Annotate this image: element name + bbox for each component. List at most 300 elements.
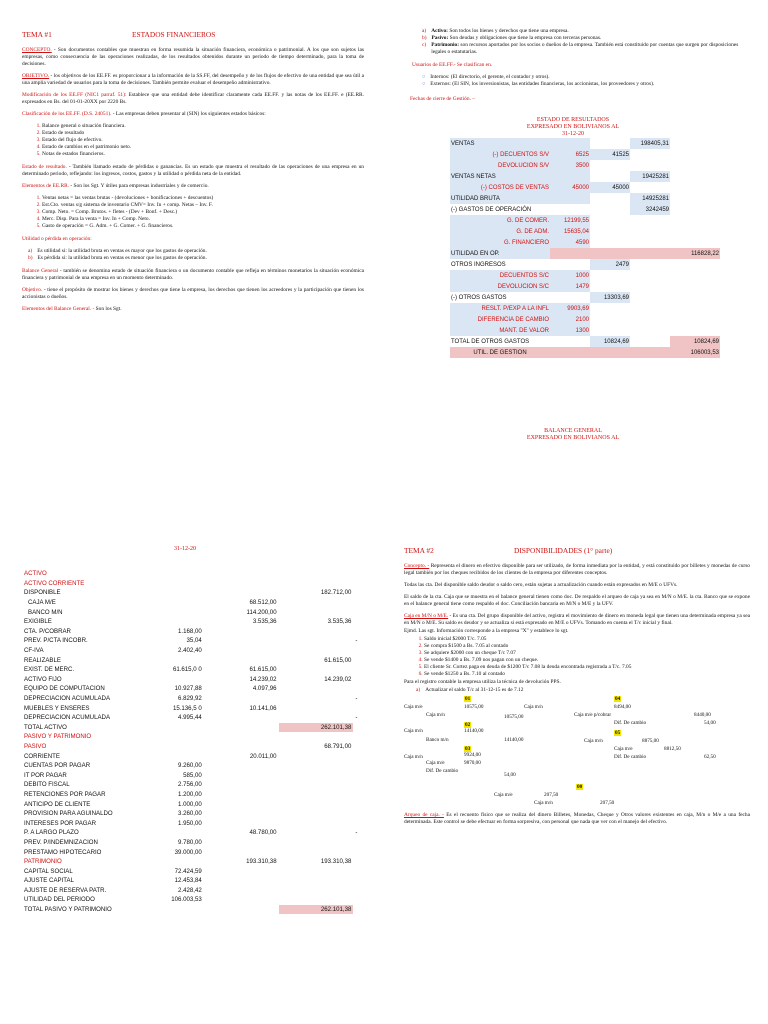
table-row [22,895,362,905]
cell-value [550,292,590,303]
balance-table [22,569,362,914]
clasificacion-paragraph [22,111,364,118]
balance-date: 31-12-20 [174,546,196,552]
concepto-label: CONCEPTO. [22,47,52,53]
cell-value [140,655,204,665]
minus-marker [353,703,362,713]
account-label: Dif. De cambio [426,768,459,774]
cell-value [279,684,354,694]
cell-value [279,598,354,608]
page-title-row [404,546,750,555]
row-label: PREV. P/CTA INCOBR. [24,637,88,645]
cell-value [204,732,279,742]
balance-label: Balance General [22,268,59,274]
list-item-text: Es utilidad si: la utilidad bruta en ventas es mayor que los gastos de operación. [37,248,207,254]
cell-value: 15635,04 [550,226,590,237]
cell-value: 106003,53 [670,347,720,358]
row-label: DISPONIBLE [24,589,61,597]
cell-value [550,138,590,149]
cell-value [590,171,630,182]
cell-value [590,347,630,358]
cell-value: 3500 [550,160,590,171]
row-label: PASIVO [24,742,47,750]
cell-value: 10824,69 [670,336,720,347]
cell-value: 72.424,59 [174,867,202,875]
list-item [422,28,746,35]
minus-marker: - [355,637,358,645]
minus-marker [353,761,362,771]
minus-marker [353,646,362,656]
table-row [450,270,720,281]
row-label: (-) OTROS GASTOS [451,294,507,301]
cell-value [204,770,279,780]
cell-value: 3.535,36 [327,618,352,626]
caja-label: Caja en M/N o M/E. [404,613,449,619]
caja-text: - Es una cta. Del grupo disponible del activo, registra el movimiento de dinero en moneda legal que tienen una determinada empresa ya sea en M/N o M/E. Su saldo es deudor y se actualiza si está expresado en M/E o UFVs. Tomando en cuenta el T/c inicial y final. [404,613,750,626]
item-text: Son deudas y obligaciones que tiene la empresa con terceras personas. [448,35,602,41]
minus-marker [353,607,362,617]
cell-value [140,607,204,617]
list-item [422,35,746,42]
cell-value: 12199,55 [550,215,590,226]
cell-value [550,193,590,204]
list-item: a) Actualizar el saldo T/c al 31-12-15 es de 7.12 [416,687,524,693]
cell-value: 39.000,00 [174,848,202,856]
elementos-label: Elementos de EE.RR. [22,183,70,189]
entry-number: 00 [577,784,583,790]
cell-value: 14.239,02 [324,675,352,683]
cell-value [279,799,354,809]
balance-title: BALANCE GENERAL [544,428,602,434]
cell-value: 61.615,00 [324,656,352,664]
row-label: UTILIDAD BRUTA [450,193,550,204]
cell-value: 262.101,38 [279,723,354,733]
cell-value [670,259,720,270]
ejemplo-text: Ejmd. Las sgt. Información corresponde a la empresa "X" y establece lo sgt. [404,628,569,634]
cell-value [670,160,720,171]
list-marker: b) [422,35,427,41]
table-row [22,790,362,800]
table-row [22,761,362,771]
row-label: (-) DECUENTOS S/V [450,149,550,160]
arqueo-label: Arqueo de caja. - [404,812,444,818]
row-label: CORRIENTE [24,752,60,760]
cell-value [630,281,670,292]
list-item: 3. Estado del flujo de efectivo. [42,137,364,144]
minus-marker [353,723,362,733]
cell-value: 2.402,40 [178,647,202,655]
row-label: CF-IVA [24,647,44,655]
list-item: 3. Comp. Neto. = Comp. Brutos. + fletes - (Dev + Bonf. + Desc.) [42,209,364,216]
cell-value [630,314,670,325]
cell-value: 2.428,42 [178,886,202,894]
minus-marker [353,770,362,780]
cell-value [630,248,670,259]
cell-value: 182.712,00 [320,589,352,597]
fechas-heading: Fechas de cierre de Gestión. – [410,96,475,102]
cell-value: 41525 [590,149,630,160]
table-row [22,694,362,704]
account-label: Caja m/n [534,800,553,806]
cell-value [590,204,630,215]
cell-value [630,237,670,248]
item-label: Pasivo: [431,35,449,41]
concepto-text: Representa el dinero en efectivo disponible para ser utilizado, de forma inmediata por la entidad, y está constituido por billetes y monedas de curso legal también por los cheques recibidos de los clientes de la empresa por diferentes conceptos. [404,563,750,576]
cell-value: 68.512,00 [249,599,277,607]
amount: 8875,00 [642,738,659,744]
minus-marker: - [355,695,358,703]
row-label: DIFERENCIA DE CAMBIO [450,314,550,325]
amount: 9870,00 [464,760,481,766]
minus-marker [353,857,362,867]
row-label: CUENTAS POR PAGAR [24,762,91,770]
list-item: 3. Se adquiere $2000 con un cheque T/c 7.07 [424,650,750,657]
table-row [22,905,362,915]
clasificacion-label: Clasificación de los EE.FF. (D.S. 24051). [22,111,112,117]
cell-value [204,905,279,915]
amount: 14140,00 [504,737,524,743]
cell-value [670,215,720,226]
entry-number: 05 [615,730,621,736]
row-label: DEVOLUCION S/V [450,160,550,171]
cell-value [630,215,670,226]
list-item: 5. Notas de estados financieros. [42,151,364,158]
cell-value [279,838,354,848]
account-label: Caja m/n [404,754,423,760]
concepto-paragraph [22,47,364,68]
cell-value: 20.011,00 [249,752,277,760]
table-row [22,886,362,896]
cell-value [204,876,279,886]
resultado-paragraph [22,164,364,178]
cell-value: 13303,69 [590,292,630,303]
resultado-label: Estado de resultado. [22,164,67,170]
row-label: DECUENTOS S/C [450,270,550,281]
table-row [450,281,720,292]
cell-value: 14925281 [630,193,670,204]
minus-marker [353,627,362,637]
row-label: TOTAL DE OTROS GASTOS [451,338,530,345]
concepto-label: Concepto. - [404,563,430,569]
cell-value [670,204,720,215]
list-item [422,42,746,56]
amount: 54,00 [704,720,716,726]
list-item: 2. Se compra $1500 a Bs. 7.05 al contado [424,643,750,650]
cell-value [279,770,354,780]
clasificacion-text: - Las empresas deben presentar al (SIN) los siguientes estados básicos: [111,111,266,117]
minus-marker [353,665,362,675]
row-label: VENTAS NETAS [450,171,550,182]
row-label: MANT. DE VALOR [450,325,550,336]
cell-value [550,259,590,270]
cell-value [204,569,279,579]
elementos-bg-text: Son los Sgt. [94,306,122,312]
cell-value [670,303,720,314]
table-row [450,237,720,248]
cell-value [279,761,354,771]
cell-value: 12.453,84 [174,877,202,885]
cell-value: 6525 [550,149,590,160]
row-label: RESLT. P/EXP A LA INFL [450,303,550,314]
row-label: PROVISION PARA AGUINALDO [24,810,113,818]
entry-number: 04 [615,696,621,702]
row-label: EQUIPO DE COMPUTACION [24,685,105,693]
table-row [22,579,362,589]
cell-value: 1000 [550,270,590,281]
objetivo-paragraph [22,73,364,87]
cell-value [550,347,590,358]
table-row [22,751,362,761]
row-label: ACTIVO CORRIENTE [24,579,85,587]
paragraph: Todas las cta. Del disponible saldo deudor o saldo cero, están sujetas a actualización cuando están expresados en M/E o UFVs. [404,582,678,588]
item-text: Son todos los bienes y derechos que tiene una empresa. [447,28,569,34]
table-row [22,617,362,627]
cell-value [590,160,630,171]
cell-value [279,579,354,589]
row-label: G. DE ADM. [450,226,550,237]
cell-value: 4.995,44 [178,714,202,722]
row-label: MUEBLES Y ENSERES [24,704,90,712]
cell-value [630,303,670,314]
cell-value [140,742,204,752]
page-estados-financieros [0,0,384,512]
minus-marker [353,579,362,589]
objetivo-bg-text: - tiene el propósito de mostrar los bienes y derechos que tiene la empresa, los derechos que tienen los acreedores y la participación que tienen los accionistas o dueños. [22,287,364,300]
cell-value [590,237,630,248]
amount: 207,50 [544,792,559,798]
row-label: DEVOLUCION S/C [450,281,550,292]
row-label: DEBITO FISCAL [24,781,70,789]
cell-value: 9903,69 [550,303,590,314]
list-item-text [431,28,569,35]
cell-value [630,292,670,303]
list-item: 5. El cliente Sr. Cortez paga en deuda de $1200 T/c 7.08 la deuda encontrada registrada a T/c. 7.05 [424,664,750,671]
elements-list [422,28,746,56]
row-label: PATRIMONIO [24,858,62,866]
row-label: OTROS INGRESOS [451,261,506,268]
elementos-list [42,195,364,230]
objetivo-bg-paragraph [22,287,364,301]
table-row [22,828,362,838]
minus-marker [353,905,362,915]
amount: 9924,00 [464,752,481,758]
minus-marker [353,569,362,579]
cell-value [140,579,204,589]
cell-value [279,847,354,857]
cell-value [279,627,354,637]
amount: 54,00 [504,772,516,778]
table-row [450,259,720,270]
cell-value [204,761,279,771]
cell-value: 4.097,96 [252,685,277,693]
table-row [22,742,362,752]
account-label: Caja m/e p/cobrar [574,712,612,718]
list-item-text [431,42,746,56]
balance-paragraph [22,268,364,282]
elementos-text: - Son los Sgt. Y útiles para empresas industriales y de comercio. [69,183,209,189]
item-label: Patrimonio: [431,42,460,48]
cell-value [630,259,670,270]
er-subtitle: EXPRESADO EN BOLIVIANOS AL [526,124,620,130]
cell-value [279,607,354,617]
cell-value [590,248,630,259]
cell-value [204,655,279,665]
item-label: Internos: [430,74,450,80]
cell-value [140,588,204,598]
table-row [450,149,720,160]
cell-value [279,886,354,896]
cell-value [279,694,354,704]
table-row [22,866,362,876]
table-row [450,204,720,215]
list-item: 1. Ventas netas = las ventas brutas - (devoluciones + bonificaciones + descuentos) [42,195,364,202]
arqueo-text: Es el recuento físico que se realiza del dinero Billetes, Monedas, Cheque y Otros valores existentes en caja, M/n o M/e a una fecha determinada. Este control se debe efectuar en forma sorpresiva, con personal que nada que ver con el manejo del efectivo. [404,812,750,825]
row-label: G. DE COMER. [450,215,550,226]
cell-value: 262.101,38 [279,905,354,915]
cell-value [279,713,354,723]
account-label: Caja m/n [404,728,423,734]
page-estado-resultados [384,0,768,512]
cell-value [550,204,590,215]
list-item: 1. Balance general o situación financiera. [42,123,364,130]
cell-value [279,636,354,646]
table-row [22,703,362,713]
minus-marker [353,655,362,665]
minus-marker [353,895,362,905]
table-row [22,876,362,886]
cell-value: 1.200,00 [178,790,202,798]
tema-label: TEMA #1 [22,30,52,39]
cell-value: 61.615,00 [249,666,277,674]
table-row [450,171,720,182]
tema-label: TEMA #2 [404,546,434,555]
cell-value: 193.310,38 [246,858,277,866]
minus-marker: - [355,829,358,837]
table-row [22,588,362,598]
list-item: a) Es utilidad si: la utilidad bruta en ventas es mayor que los gastos de operación. [28,248,207,254]
account-label: Caja m/e [404,704,423,710]
account-label: Caja m/e [614,746,633,752]
cell-value [670,237,720,248]
cell-value: 61.615,0 0 [172,666,202,674]
row-label: UTILIDAD DEL PERIODO [24,896,95,904]
account-label: Caja m/n [584,738,603,744]
cell-value [204,694,279,704]
table-row [450,292,720,303]
modificacion-paragraph [22,92,364,106]
table-row [22,723,362,733]
cell-value: 2479 [590,259,630,270]
cell-value [670,193,720,204]
para-text: Para el registro contable la empresa utiliza la técnica de devolución PPS. [404,679,561,685]
utilidad-heading: Utilidad o pérdida en operación: [22,236,92,242]
cell-value [279,665,354,675]
row-label: PASIVO Y PATRIMONIO [24,733,92,741]
table-row [450,182,720,193]
list-item-text [430,74,549,81]
row-label: CAPITAL SOCIAL [24,867,73,875]
cell-value [550,171,590,182]
list-item: 2. Estado de resultado [42,130,364,137]
row-label: CTA. P/COBRAR [24,627,71,635]
row-label: TOTAL PASIVO Y PATRIMONIO [24,906,112,914]
row-label: CAJA M/E [28,599,56,607]
minus-marker [353,886,362,896]
table-row [22,665,362,675]
entry-number: 03 [465,746,471,752]
amount: 62,50 [704,754,716,760]
cell-value [670,314,720,325]
cell-value [550,248,590,259]
row-label: (-) GASTOS DE OPERACIÓN [451,206,532,213]
cell-value: 3242459 [630,204,670,215]
minus-marker [353,732,362,742]
table-row [450,325,720,336]
amount: 14140,00 [464,728,484,734]
cell-value: 2100 [550,314,590,325]
account-label: Banco m/n [426,737,449,743]
list-item [422,74,746,81]
clasificacion-list [42,123,364,158]
amount: 8494,00 [614,704,631,710]
entry-number: 02 [465,722,471,728]
cell-value [670,325,720,336]
cell-value [630,160,670,171]
row-label: ACTIVO [24,570,47,578]
cell-value [590,325,630,336]
cell-value [670,281,720,292]
table-row [22,627,362,637]
cell-value [204,588,279,598]
cell-value [204,742,279,752]
cell-value [590,215,630,226]
cell-value [279,866,354,876]
table-row [22,818,362,828]
elementos-bg-label: Elementos del Balance General. - [22,306,95,312]
table-row [450,347,720,358]
cell-value [140,732,204,742]
row-label: BANCO M/N [28,608,63,616]
balance-subtitle: EXPRESADO EN BOLIVIANOS AL [526,435,620,441]
caja-paragraph [404,613,750,627]
row-label: IT POR PAGAR [24,771,67,779]
item-text: (El directorio, el gerente, el contador y otros). [449,74,550,80]
cell-value [140,598,204,608]
objetivo-label: OBJETIVO. [22,73,50,79]
cell-value: 1300 [550,325,590,336]
account-label: Caja m/n [524,704,543,710]
cell-value [204,809,279,819]
er-date: 31-12-20 [562,131,584,137]
cell-value [204,790,279,800]
objetivo-bg-label: Objetivo. [22,287,43,293]
cell-value [670,226,720,237]
row-label: EXIST. DE MERC. [24,666,75,674]
account-label: Dif. De cambio [614,754,647,760]
estado-resultados-table [450,138,720,358]
cell-value [550,336,590,347]
cell-value [204,627,279,637]
cell-value [630,270,670,281]
table-row [22,799,362,809]
cell-value: 193.310,38 [320,858,352,866]
cell-value [670,149,720,160]
modificacion-text: Establece que una entidad debe identificar claramente cada EE.FF. y las notas de los EE.FF. e (EE.RR. expresados en Bs. del 01-01-20XX por 2220 Bs. [22,92,364,105]
cell-value [204,723,279,733]
cell-value [670,138,720,149]
list-item: 2. Est.Cto. ventas s/g sistema de inventario CMV= Inv. In + comp. Netas – Inv. F. [42,202,364,209]
cell-value: 9.260,00 [178,762,202,770]
